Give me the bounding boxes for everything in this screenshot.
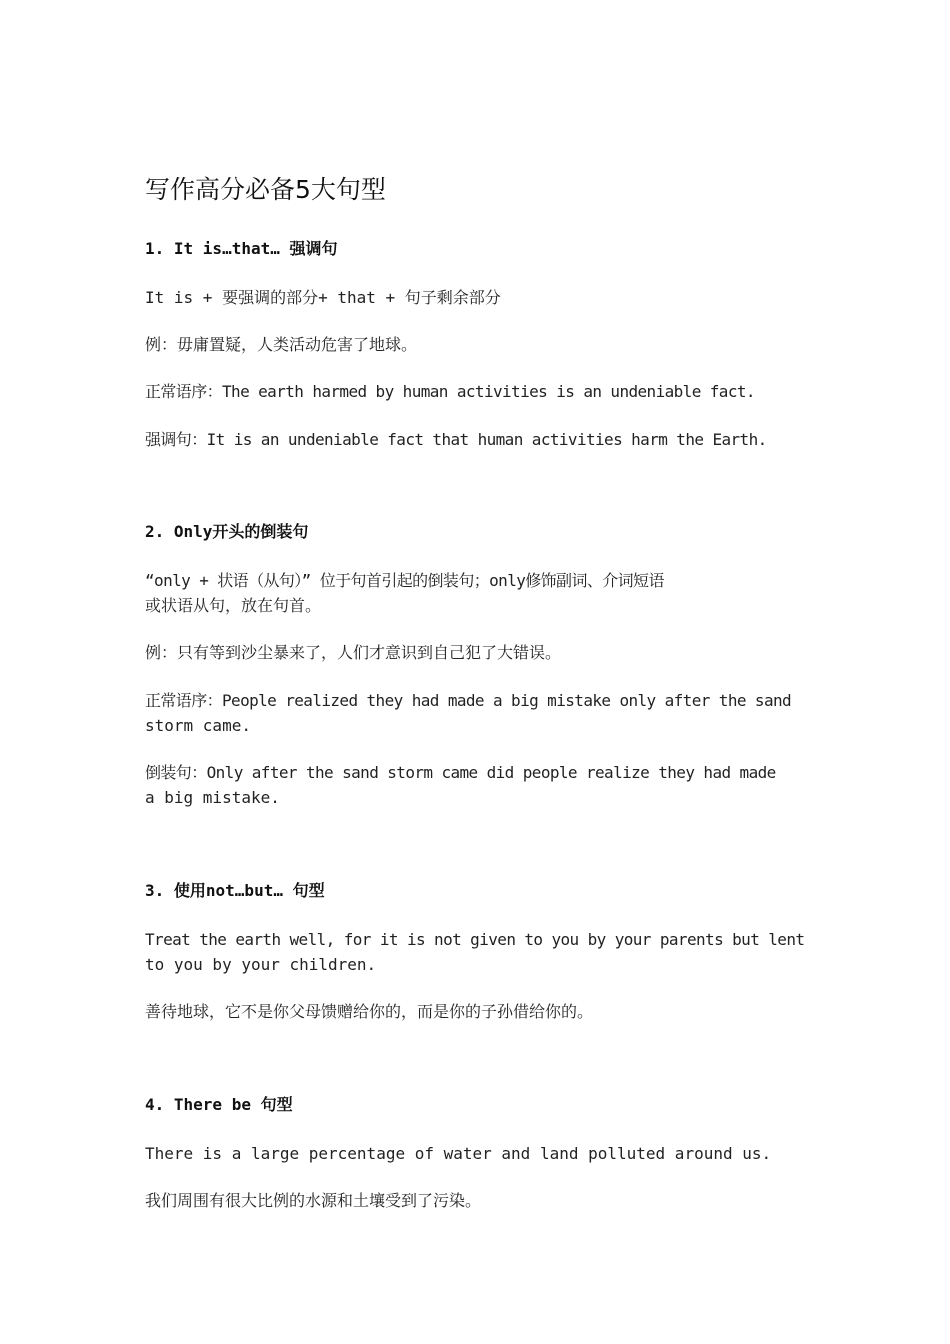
section-2-line-2: 或状语从句，放在句首。 [145, 596, 322, 615]
section-2-line-3: 例：只有等到沙尘暴来了，人们才意识到自己犯了大错误。 [145, 643, 562, 662]
section-3-line-3: 善待地球，它不是你父母馈赠给你的，而是你的子孙借给你的。 [145, 1002, 594, 1021]
section-heading-4: 4. There be 句型 [145, 1095, 293, 1114]
section-2-line-6: 倒装句：Only after the sand storm came did people realize they had made [145, 763, 776, 782]
section-2-line-4: 正常语序：People realized they had made a big mistake only after the sand [145, 691, 792, 710]
section-heading-3: 3. 使用not…but… 句型 [145, 881, 325, 900]
section-heading-1: 1. It is…that… 强调句 [145, 239, 338, 258]
section-1-line-2: 例：毋庸置疑，人类活动危害了地球。 [145, 335, 418, 354]
section-3-line-1: Treat the earth well, for it is not given to you by your parents but lent [145, 930, 805, 949]
section-2-line-7: a big mistake. [145, 788, 280, 807]
section-heading-2: 2. Only开头的倒装句 [145, 522, 309, 541]
section-2-line-1: “only + 状语（从句）” 位于句首引起的倒装句；only修饰副词、介词短语 [145, 571, 664, 590]
section-1-line-4: 强调句：It is an undeniable fact that human activities harm the Earth. [145, 430, 767, 449]
section-2-line-5: storm came. [145, 716, 251, 735]
section-4-line-2: 我们周围有很大比例的水源和土壤受到了污染。 [145, 1191, 482, 1210]
section-1-line-3: 正常语序：The earth harmed by human activities is an undeniable fact. [145, 382, 755, 401]
section-3-line-2: to you by your children. [145, 955, 377, 974]
document-title: 写作高分必备5大句型 [145, 175, 386, 204]
section-4-line-1: There is a large percentage of water and land polluted around us. [145, 1144, 772, 1163]
section-1-line-1: It is + 要强调的部分+ that + 句子剩余部分 [145, 288, 501, 307]
